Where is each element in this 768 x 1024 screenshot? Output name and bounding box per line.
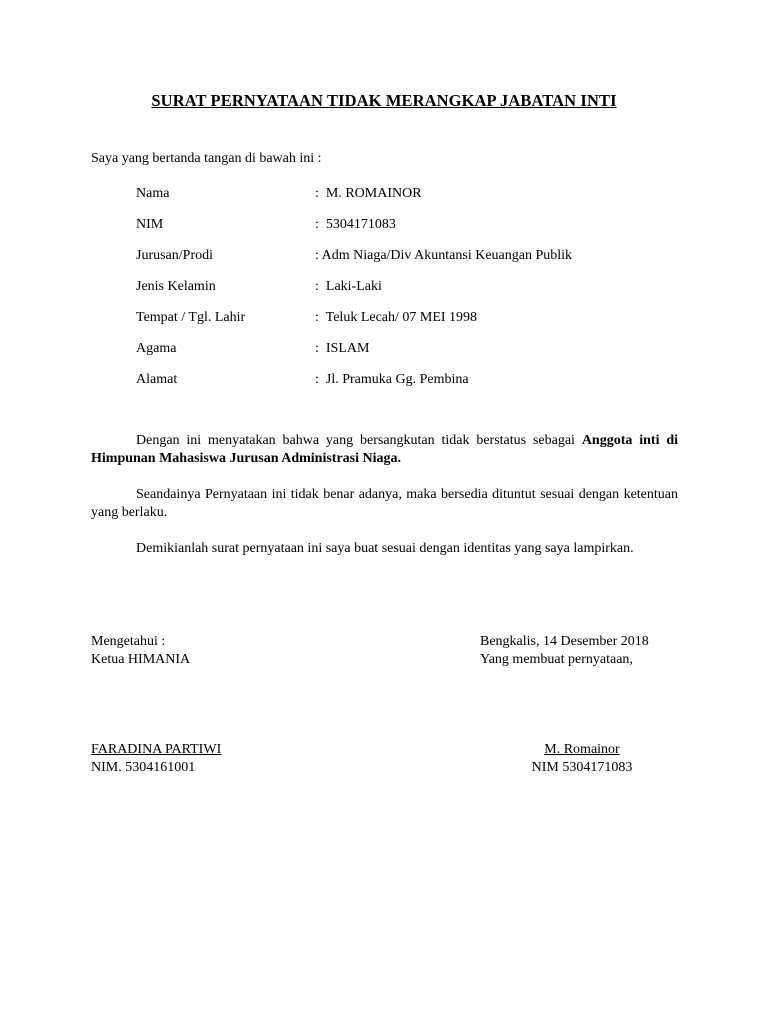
- statement-paragraph: [91, 432, 678, 468]
- field-value: : ISLAM: [315, 341, 370, 356]
- field-value: : Jl. Pramuka Gg. Pembina: [315, 372, 469, 387]
- field-label: Tempat / Tgl. Lahir: [136, 310, 246, 325]
- signatory-right-name: M. Romainor: [544, 742, 620, 757]
- statement-bold-text: Anggota inti di Himpunan Mahasiswa Jurusan Administrasi Niaga.: [91, 433, 678, 466]
- intro-text: Saya yang bertanda tangan di bawah ini :: [91, 151, 322, 166]
- place-date: Bengkalis, 14 Desember 2018: [480, 634, 649, 649]
- statement-text: Dengan ini menyatakan bahwa yang bersangkutan tidak berstatus sebagai: [136, 433, 582, 448]
- signatory-left: [91, 741, 221, 777]
- field-row-tempat-tgl-lahir: [136, 309, 696, 340]
- declarant-title: Yang membuat pernyataan,: [480, 652, 633, 667]
- signature-block-right: [480, 633, 649, 669]
- field-row-nama: [136, 185, 696, 216]
- signatory-left-nim: NIM. 5304161001: [91, 760, 196, 775]
- field-row-jenis-kelamin: [136, 278, 696, 309]
- field-value: : Adm Niaga/Div Akuntansi Keuangan Publik: [315, 248, 573, 263]
- field-row-agama: [136, 340, 696, 371]
- field-row-jurusan: [136, 247, 696, 278]
- closing-paragraph: Demikianlah surat pernyataan ini saya buat sesuai dengan identitas yang saya lampirkan.: [136, 541, 634, 556]
- field-row-nim: [136, 216, 696, 247]
- field-label: Jenis Kelamin: [136, 279, 216, 294]
- signatory-right: [528, 741, 636, 777]
- consequence-paragraph: Seandainya Pernyataan ini tidak benar adanya, maka bersedia dituntut sesuai dengan ketentuan yang berlaku.: [91, 487, 678, 520]
- identity-fields: [136, 185, 696, 402]
- field-value: : Teluk Lecah/ 07 MEI 1998: [315, 310, 478, 325]
- chairperson-title: Ketua HIMANIA: [91, 652, 191, 667]
- field-label: Jurusan/Prodi: [136, 248, 213, 263]
- field-label: NIM: [136, 217, 164, 232]
- field-value: : Laki-Laki: [315, 279, 382, 294]
- field-value: : 5304171083: [315, 217, 396, 232]
- field-label: Alamat: [136, 372, 178, 387]
- field-row-alamat: [136, 371, 696, 402]
- signatory-right-nim: NIM 5304171083: [531, 760, 633, 775]
- signatory-left-name: FARADINA PARTIWI: [91, 742, 222, 757]
- field-value: : M. ROMAINOR: [315, 186, 422, 201]
- field-label: Agama: [136, 341, 177, 356]
- field-label: Nama: [136, 186, 170, 201]
- signature-block-left: [91, 633, 190, 669]
- acknowledged-label: Mengetahui :: [91, 634, 166, 649]
- document-title: SURAT PERNYATAAN TIDAK MERANGKAP JABATAN INTI: [151, 91, 617, 110]
